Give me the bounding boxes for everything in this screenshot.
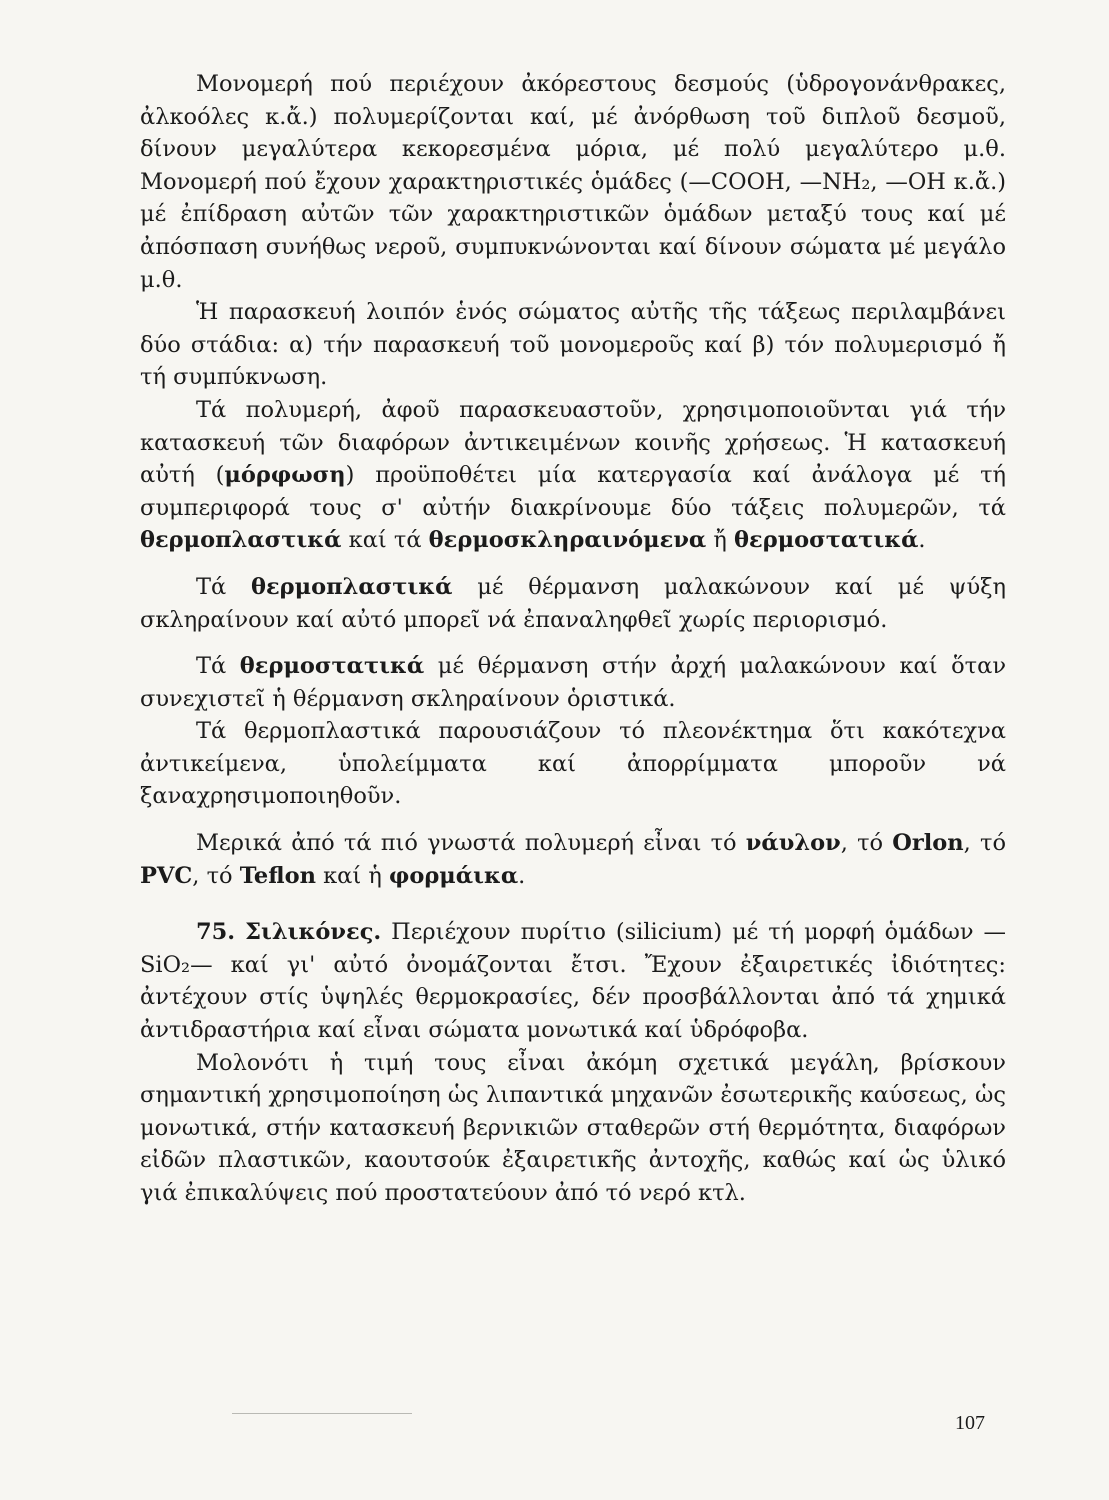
page-body xyxy=(140,68,1006,1210)
paragraph-monomers: Μονομερή πού περιέχουν ἀκόρεστους δεσμούς (ὑδρογονάνθρακες, ἀλκοόλες κ.ἄ.) πολυμερίζονται καί, μέ ἀνόρθωση τοῦ διπλοῦ δεσμοῦ, δίνουν μεγαλύτερα κεκορεσμένα μόρια, μέ πολύ μεγαλύτερο μ.θ. Μονομερή πού ἔχουν χαρακτηριστικές ὁμάδες (—COOH, —NH₂, —OH κ.ἄ.) μέ ἐπίδραση αὐτῶν τῶν χαρακτηριστικῶν ὁμάδων μεταξύ τους καί μέ ἀπόσπαση συνήθως νεροῦ, συμπυκνώνονται καί δίνουν σώματα μέ μεγάλο μ.θ. xyxy=(140,71,1006,293)
section-number: 75. xyxy=(196,919,236,946)
paragraph-thermoplastics: Τά θερμοπλαστικά μέ θέρμανση μαλακώνουν καί μέ ψύξη σκληραίνουν καί αὐτό μπορεῖ νά ἐπαναληφθεῖ χωρίς περιορισμό. xyxy=(140,573,1006,633)
section-title: Σιλικόνες. xyxy=(245,919,382,946)
paragraph-advantage: Τά θερμοπλαστικά παρουσιάζουν τό πλεονέκτημα ὅτι κακότεχνα ἀντικείμενα, ὑπολείμματα καί ἀπορρίμματα μποροῦν νά ξαναχρησιμοποιηθοῦν. xyxy=(140,718,1006,810)
page-number: 107 xyxy=(955,1412,985,1434)
paragraph-preparation: Ἡ παρασκευή λοιπόν ἑνός σώματος αὐτῆς τῆς τάξεως περιλαμβάνει δύο στάδια: α) τήν παρασκευή τοῦ μονομεροῦς καί β) τόν πολυμερισμό ἤ τή συμπύκνωση. xyxy=(140,299,1006,391)
paragraph-known-polymers: Μερικά ἀπό τά πιό γνωστά πολυμερή εἶναι τό νάυλον, τό Orlon, τό PVC, τό Teflon καί ἡ φορμάικα. xyxy=(140,830,1006,889)
paragraph-shaping: Τά πολυμερή, ἀφοῦ παρασκευαστοῦν, χρησιμοποιοῦνται γιά τήν κατασκευή τῶν διαφόρων ἀντικειμένων κοινῆς χρήσεως. Ἡ κατασκευή αὐτή (μόρφωση) προϋποθέτει μία κατεργασία καί ἀνάλογα μέ τή συμπεριφορά τους σ' αὐτήν διακρίνουμε δύο τάξεις πολυμερῶν, τά θερμοπλαστικά καί τά θερμοσκληραινόμενα ἤ θερμοστατικά. xyxy=(140,396,1006,554)
stray-line xyxy=(232,1413,412,1414)
paragraph-silicone-uses: Μολονότι ἡ τιμή τους εἶναι ἀκόμη σχετικά μεγάλη, βρίσκουν σημαντική χρησιμοποίηση ὡς λιπαντικά μηχανῶν ἐσωτερικῆς καύσεως, ὡς μονωτικά, στήν κατασκευή βερνικιῶν σταθερῶν στή θερμότητα, διαφόρων εἰδῶν πλαστικῶν, καουτσούκ ἐξαιρετικῆς ἀντοχῆς, καθώς καί ὡς ὑλικό γιά ἐπικαλύψεις πού προστατεύουν ἀπό τό νερό κτλ. xyxy=(140,1049,1006,1206)
paragraph-thermosets: Τά θερμοστατικά μέ θέρμανση στήν ἀρχή μαλακώνουν καί ὅταν συνεχιστεῖ ἡ θέρμανση σκληραίνουν ὁριστικά. xyxy=(140,653,1006,712)
section-silicones: 75. Σιλικόνες. Περιέχουν πυρίτιο (silicium) μέ τή μορφή ὁμάδων —SiO₂— καί γι' αὐτό ὀνομάζονται ἔτσι. Ἔχουν ἐξαιρετικές ἰδιότητες: ἀντέχουν στίς ὑψηλές θερμοκρασίες, δέν προσβάλλονται ἀπό τά χημικά ἀντιδραστήρια καί εἶναι σώματα μονωτικά καί ὑδρόφοβα. xyxy=(140,919,1007,1044)
